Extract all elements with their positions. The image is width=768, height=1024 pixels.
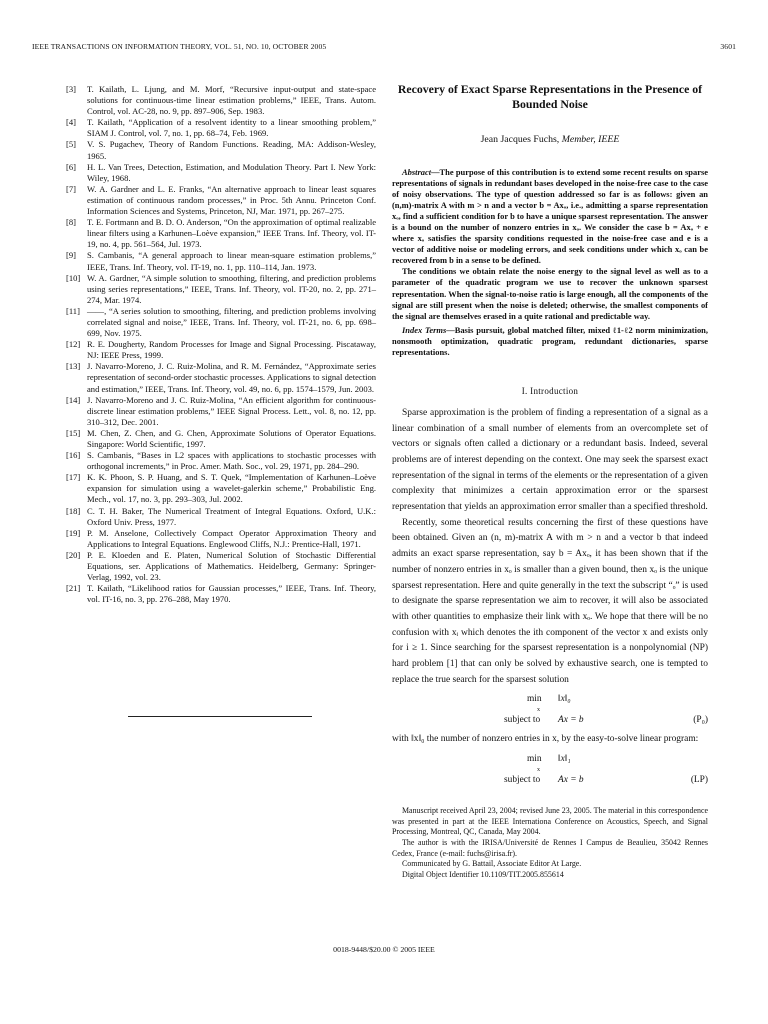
reference-number: [14] (66, 394, 81, 405)
reference-number: [3] (66, 84, 76, 94)
reference-number: [18] (66, 505, 81, 516)
reference-text: W. A. Gardner and L. E. Franks, “An alternative approach to linear least squares estimation of continuous random processes,” in Proc. 5th Annu. Princeton Conf. Information Sciences and Systems, Princeton, NJ, Mar. 1971, pp. 267–275. (87, 183, 376, 217)
reference-item (66, 583, 376, 605)
reference-text: T. Kailath, L. Ljung, and M. Morf, “Recursive input-output and state-space solutions for continuous-time linear estimation problems,” IEEE, Trans. Autom. Control, vol. AC-28, no. 9, pp. 897–906, Sep. 1983. (87, 84, 376, 117)
eq2-tag: (LP) (690, 775, 708, 786)
footnote (392, 806, 708, 880)
reference-item (66, 273, 376, 306)
reference-number: [8] (66, 217, 76, 228)
reference-item (66, 162, 376, 184)
reference-text: P. E. Kloeden and E. Platen, Numerical Solution of Stochastic Differential Equations, ser. Applications of Mathematics. Heidelberg, Germany: Springer-Verlag, 1992, vol. 23. (87, 549, 376, 583)
author-role: Member, IEEE (561, 134, 620, 145)
equation-lp-row1 (392, 752, 708, 774)
reference-number: [7] (66, 183, 76, 194)
equation-p0-row2 (392, 713, 708, 730)
reference-number: [4] (66, 117, 76, 128)
reference-item (66, 395, 376, 428)
body-paragraph-3: with ‖x‖₀ the number of nonzero entries in x, by the easy-to-solve linear program: (392, 734, 699, 745)
eq2-constraint: Ax = b (558, 775, 584, 786)
reference-item (66, 428, 376, 450)
author-line (392, 134, 708, 145)
reference-text: K. K. Phoon, S. P. Huang, and S. T. Quek, “Implementation of Karhunen–Loève expansion for simulation using a wavelet-galerkin scheme,” Probabilistic Eng. Mech., vol. 17, no. 3, pp. 293–303, Jul. 2002. (87, 472, 376, 505)
reference-text: T. E. Fortmann and B. D. O. Anderson, “On the approximation of optimal realizable linear filters using a Karhunen–Loève expansion,” IEEE Trans. Inf. Theory, vol. IT-19, no. 4, pp. 561–564, Jul. 1973. (87, 217, 376, 250)
reference-number: [15] (66, 427, 81, 438)
reference-number: [10] (66, 272, 81, 283)
reference-number: [16] (66, 450, 81, 461)
column-separator-rule (128, 716, 312, 717)
reference-text: H. L. Van Trees, Detection, Estimation, and Modulation Theory. Part I. New York: Wiley, 1968. (87, 161, 376, 183)
abstract-paragraph-2: The conditions we obtain relate the noise energy to the signal level as well as to a parameter of the quadratic program we use to recover the unknown sparsest representation. When the signal-to-noise ratio is large enough, all the components of the signal are still present when the noise is deleted; otherwise, the smallest components of the signal are themselves erased in a quite rational and predictable way. (392, 266, 708, 321)
reference-number: [13] (66, 361, 81, 372)
author-name: Jean Jacques Fuchs, (480, 134, 560, 145)
reference-item (66, 450, 376, 472)
eq1-tag: (P₀) (693, 715, 708, 726)
abstract-paragraph-1: —The purpose of this contribution is to extend some recent results on sparse representations of signals in redundant bases developed in the noise-free case to the case of noisy observations. The type of question addressed so far is as follows: given an (n,m)-matrix A with m > n and a vector b = Axₒ, i.e., admitting a sparse representation xₒ, find a sufficient condition for b to have a unique sparsest representation. The answer is a bound on the number of nonzero entries in xₒ. We consider the case b = Axₒ + e where xₒ satisfies the sparsity conditions requested in the noise-free case and e is a vector of additive noise or modeling errors, and seek conditions under which xₒ can be recovered from b in a sense to be defined. (392, 167, 709, 266)
reference-item (66, 217, 376, 250)
body-text (392, 406, 708, 790)
page-number: 3601 (720, 42, 736, 51)
running-header (32, 42, 736, 54)
reference-number: [19] (66, 527, 81, 538)
reference-item (66, 472, 376, 505)
equation-lp-row2 (392, 773, 708, 790)
reference-text: T. Kailath, “Likelihood ratios for Gaussian processes,” IEEE, Trans. Inf. Theory, vol. IT-16, no. 3, pp. 276–288, May 1970. (87, 583, 376, 605)
reference-item (66, 306, 376, 339)
equation-p0-row1 (392, 692, 708, 714)
journal-name: IEEE TRANSACTIONS ON INFORMATION THEORY, VOL. 51, NO. 10, OCTOBER 2005 (32, 42, 327, 51)
reference-text: S. Cambanis, “Bases in L2 spaces with applications to stochastic processes with orthogonal increments,” in Proc. Amer. Math. Soc., vol. 29, 1971, pp. 284–290. (87, 450, 376, 472)
reference-number: [12] (66, 339, 81, 350)
reference-item (66, 250, 376, 272)
reference-number: [11] (66, 305, 80, 316)
reference-text: P. M. Anselone, Collectively Compact Operator Approximation Theory and Applications to Integral Equations. Englewood Cliffs, N.J.: Prentice-Hall, 1971. (87, 527, 376, 549)
reference-item (66, 139, 376, 161)
reference-text: R. E. Dougherty, Random Processes for Image and Signal Processing. Piscataway, NJ: IEEE Press, 1999. (87, 339, 376, 361)
eq2-min-subscript: x (537, 767, 540, 774)
reference-number: [5] (66, 139, 76, 150)
body-paragraph-1: Sparse approximation is the problem of finding a representation of a signal as a linear combination of a small number of elements from an overcomplete set of vectors or signals often called a dictionary or a redundant basis. Indeed, several problems are of interest depending on the context. One may seek the sparsest exact representation of the signal in terms of the elements or the representation of a given complexity that minimizes a certain approximation error or the sparsest representation that yields an approximation error smaller than a specified threshold. (392, 407, 708, 513)
eq1-min-operator: min (527, 694, 542, 705)
reference-number: [6] (66, 161, 76, 172)
reference-text: V. S. Pugachev, Theory of Random Functions. Reading, MA: Addison-Wesley, 1965. (87, 139, 376, 161)
reference-text: J. Navarro-Moreno, J. C. Ruiz-Molina, and R. M. Fernández, “Approximate series representation of second-order stochastic processes. Applications to signal detection and estimation,” IEEE, Trans. Inf. Theory, vol. 49, no. 6, pp. 1574–1579, Jun. 2003. (87, 361, 376, 394)
footnote-received: Manuscript received April 23, 2004; revised June 23, 2005. The material in this correspondence was presented in part at the IEEE Internationa Conference on Acoustics, Speech, and Signal Processing, Montreal, QC, Canada, May 2004. (392, 806, 708, 837)
index-terms-label: Index Terms (402, 324, 447, 335)
footnote-affiliation: The author is with the IRISA/Université de Rennes I Campus de Beaulieu, 35042 Rennes Cedex, France (e-mail: fuchs@irisa.fr). (392, 837, 708, 858)
reference-text: C. T. H. Baker, The Numerical Treatment of Integral Equations. Oxford, U.K.: Oxford Univ. Press, 1977. (87, 505, 376, 527)
paper-title: Recovery of Exact Sparse Representations in the Presence of Bounded Noise (397, 82, 703, 111)
eq1-objective: ‖x‖₀ (558, 694, 571, 705)
reference-text: S. Cambanis, “A general approach to linear mean-square estimation problems,” IEEE, Trans. Inf. Theory, vol. IT-19, no. 1, pp. 110–114, Jan. 1973. (87, 250, 376, 272)
index-terms-text: —Basis pursuit, global matched filter, mixed ℓ1-ℓ2 norm minimization, nonsmooth optimization, quadratic program, redundant dictionaries, sparse representations. (392, 324, 708, 357)
reference-item (66, 550, 376, 583)
eq1-subject-to: subject to (504, 715, 541, 726)
section-heading: I. Introduction (521, 385, 579, 396)
reference-item (66, 361, 376, 394)
body-paragraph-2: Recently, some theoretical results concerning the first of these questions have been obtained. Given an (n, m)-matrix A with m > n and a vector b that indeed admits an exact sparse representation, say b = Axₒ, it has been shown that if the number of nonzero entries in xₒ is smaller than a given bound, then xₒ is the unique sparsest representation. Here and quite generally in the text the subscript “ₒ” is used to designate the sparse representation we aim to recover, it will also be associated with other quantities to emphasize their link with xₒ. We hope that there will be no confusion with xᵢ which denotes the ith component of the vector x and exists only for i ≥ 1. Since searching for the sparsest representation is a nonpolynomial (NP) hard problem [1] that can only be solved by exhaustive search, one is tempted to replace the true search for the sparsest solution (392, 517, 708, 685)
reference-text: M. Chen, Z. Chen, and G. Chen, Approximate Solutions of Operator Equations. Singapore: World Scientific, 1997. (87, 427, 376, 449)
abstract (392, 167, 708, 322)
reference-number: [9] (66, 250, 76, 261)
reference-text: W. A. Gardner, “A simple solution to smoothing, filtering, and prediction problems using series representations,” IEEE, Trans. Inf. Theory, vol. IT-20, no. 2, pp. 271–274, Mar. 1974. (87, 272, 376, 305)
reference-item (66, 506, 376, 528)
eq2-subject-to: subject to (504, 775, 541, 786)
reference-item (66, 84, 376, 117)
reference-item (66, 528, 376, 550)
index-terms (392, 325, 708, 358)
article-column (392, 82, 708, 880)
reference-item (66, 339, 376, 361)
reference-number: [17] (66, 472, 81, 483)
reference-item (66, 117, 376, 139)
reference-list (66, 84, 376, 605)
footnote-doi: Digital Object Identifier 10.1109/TIT.2005.855614 (402, 869, 564, 879)
copyright-footer: 0018-9448/$20.00 © 2005 IEEE (333, 945, 435, 954)
reference-number: [20] (66, 549, 81, 560)
reference-text: J. Navarro-Moreno and J. C. Ruiz-Molina, “An efficient algorithm for continuous-discrete linear estimation problems,” IEEE Signal Process. Lett., vol. 8, no. 12, pp. 310–312, Dec. 2001. (87, 394, 376, 427)
reference-text: ——, “A series solution to smoothing, filtering, and prediction problems involving correlated signal and noise,” IEEE, Trans. Inf. Theory, vol. IT-21, no. 6, pp. 698–699, Nov. 1975. (87, 305, 376, 339)
reference-text: T. Kailath, “Application of a resolvent identity to a linear smoothing problem,” SIAM J. Control, vol. 7, no. 1, pp. 68–74, Feb. 1969. (87, 117, 376, 139)
reference-number: [21] (66, 583, 81, 594)
eq1-constraint: Ax = b (558, 715, 584, 726)
eq2-min-operator: min (527, 754, 542, 765)
eq1-min-subscript: x (537, 707, 540, 714)
reference-item (66, 184, 376, 217)
abstract-label: Abstract (402, 167, 432, 177)
eq2-objective: ‖x‖₁ (558, 754, 571, 765)
footnote-communicated: Communicated by G. Battail, Associate Editor At Large. (402, 859, 582, 869)
